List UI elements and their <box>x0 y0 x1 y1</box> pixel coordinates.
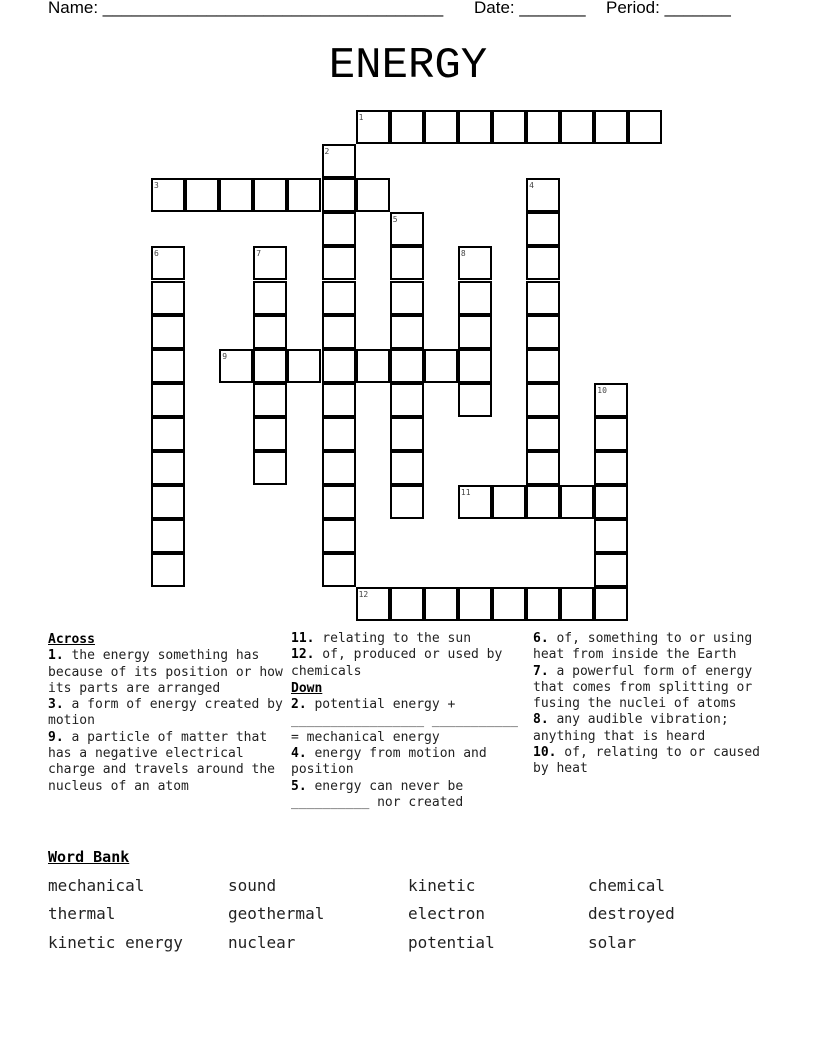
crossword-cell[interactable] <box>526 246 560 280</box>
crossword-cell[interactable] <box>594 485 628 519</box>
clue-number-label: 5 <box>392 215 398 225</box>
clue-number-label: 11 <box>460 488 471 498</box>
crossword-cell[interactable] <box>390 315 424 349</box>
name-field[interactable]: Name: ____________________________________ <box>48 0 444 17</box>
crossword-cell[interactable] <box>322 417 356 451</box>
down-heading: Down <box>291 680 323 696</box>
crossword-cell[interactable] <box>492 587 526 621</box>
crossword-cell[interactable] <box>628 110 662 144</box>
word-bank-item: sound <box>228 876 277 895</box>
clues-column-1 <box>48 631 284 795</box>
crossword-cell[interactable] <box>458 383 492 417</box>
word-bank-heading: Word Bank <box>48 848 130 866</box>
crossword-cell[interactable] <box>526 383 560 417</box>
crossword-cell[interactable] <box>151 349 185 383</box>
crossword-cell[interactable] <box>151 519 185 553</box>
crossword-cell[interactable] <box>322 451 356 485</box>
crossword-cell[interactable] <box>492 110 526 144</box>
clue-number-label: 12 <box>358 590 369 600</box>
clue-down-10: 10. of, relating to or caused by heat <box>533 745 760 777</box>
crossword-cell[interactable] <box>322 519 356 553</box>
clues-column-3 <box>533 631 769 778</box>
crossword-cell[interactable] <box>526 212 560 246</box>
crossword-cell[interactable] <box>253 281 287 315</box>
crossword-cell[interactable] <box>151 417 185 451</box>
crossword-cell[interactable] <box>322 485 356 519</box>
crossword-cell[interactable] <box>560 485 594 519</box>
clue-down-2: 2. potential energy + _________________ ___________ = mechanical energy <box>291 697 518 745</box>
crossword-cell[interactable] <box>424 110 458 144</box>
clue-across-12: 12. of, produced or used by chemicals <box>291 647 503 679</box>
crossword-cell[interactable] <box>322 553 356 587</box>
clue-number-label: 1 <box>358 113 364 122</box>
word-bank-item: potential <box>408 933 495 952</box>
crossword-cell[interactable] <box>322 315 356 349</box>
clue-number-label: 8 <box>460 249 466 259</box>
crossword-cell[interactable] <box>390 417 424 451</box>
crossword-cell[interactable] <box>424 349 458 383</box>
crossword-cell[interactable] <box>151 281 185 315</box>
across-heading: Across <box>48 632 95 647</box>
crossword-cell[interactable] <box>594 451 628 485</box>
crossword-cell[interactable] <box>594 553 628 587</box>
crossword-cell[interactable] <box>151 451 185 485</box>
crossword-cell[interactable] <box>356 349 390 383</box>
clue-across-11: 11. relating to the sun <box>291 631 472 646</box>
crossword-cell[interactable] <box>151 315 185 349</box>
crossword-cell[interactable] <box>458 110 492 144</box>
crossword-cell[interactable] <box>322 246 356 280</box>
date-field[interactable]: Date: _______ <box>474 0 586 17</box>
crossword-cell[interactable] <box>560 587 594 621</box>
word-bank-item: electron <box>408 904 486 923</box>
clue-down-7: 7. a powerful form of energy that comes from splitting or fusing the nuclei of atoms <box>533 663 753 712</box>
crossword-cell[interactable] <box>526 485 560 519</box>
crossword-cell[interactable] <box>424 587 458 621</box>
crossword-cell[interactable] <box>185 178 219 212</box>
clue-down-6: 6. of, something to or using heat from inside the Earth <box>533 631 753 663</box>
clue-number-label: 10 <box>597 385 607 395</box>
clue-number-label: 2 <box>324 147 330 157</box>
crossword-cell[interactable] <box>390 451 424 485</box>
word-bank-item: nuclear <box>228 933 296 952</box>
crossword-cell[interactable] <box>526 417 560 451</box>
crossword-cell[interactable] <box>560 110 594 144</box>
crossword-cell[interactable] <box>526 451 560 485</box>
word-bank-item: geothermal <box>228 904 325 923</box>
clues-column-2 <box>291 631 529 811</box>
clue-number-label: 6 <box>154 249 159 259</box>
crossword-cell[interactable] <box>492 485 526 519</box>
crossword-cell[interactable] <box>458 587 492 621</box>
crossword-cell[interactable] <box>458 315 492 349</box>
crossword-cell[interactable] <box>458 349 492 383</box>
word-bank-item: kinetic <box>408 876 476 895</box>
word-bank-item: chemical <box>588 876 666 895</box>
crossword-cell[interactable] <box>219 178 253 212</box>
clue-down-4: 4. energy from motion and position <box>291 746 487 778</box>
crossword-cell[interactable] <box>322 281 356 315</box>
crossword-cell[interactable] <box>287 349 321 383</box>
crossword-cell[interactable] <box>322 383 356 417</box>
crossword-cell[interactable] <box>322 178 356 212</box>
crossword-cell[interactable] <box>151 383 185 417</box>
crossword-cell[interactable] <box>458 281 492 315</box>
crossword-cell[interactable] <box>287 178 321 212</box>
crossword-cell[interactable] <box>253 349 287 383</box>
crossword-cell[interactable] <box>390 281 424 315</box>
word-bank-item: mechanical <box>48 876 145 895</box>
clue-across-3: 3. a form of energy created by motion <box>48 697 283 729</box>
crossword-cell[interactable] <box>322 212 356 246</box>
clue-across-1: 1. the energy something has because of its position or how its parts are arranged <box>48 648 283 696</box>
word-bank-item: thermal <box>48 904 116 923</box>
crossword-cell[interactable] <box>390 246 424 280</box>
crossword-cell[interactable] <box>151 485 185 519</box>
crossword-cell[interactable] <box>322 349 356 383</box>
clue-number-label: 3 <box>154 181 159 191</box>
word-bank-item: solar <box>588 933 637 952</box>
clue-number-label: 7 <box>256 249 262 259</box>
crossword-cell[interactable] <box>390 349 424 383</box>
crossword-cell[interactable] <box>594 587 628 621</box>
clue-number-label: 9 <box>222 351 228 361</box>
crossword-cell[interactable] <box>253 417 287 451</box>
crossword-cell[interactable] <box>526 315 560 349</box>
clue-down-8: 8. any audible vibration; anything that is heard <box>533 712 729 744</box>
crossword-cell[interactable] <box>253 383 287 417</box>
word-bank-item: destroyed <box>588 904 675 923</box>
page-title: ENERGY <box>328 41 488 91</box>
crossword-cell[interactable] <box>253 178 287 212</box>
crossword-cell[interactable] <box>594 110 628 144</box>
crossword-cell[interactable] <box>526 281 560 315</box>
crossword-cell[interactable] <box>253 315 287 349</box>
crossword-cell[interactable] <box>594 519 628 553</box>
word-bank-item: kinetic energy <box>48 933 183 952</box>
clue-down-5: 5. energy can never be __________ nor created <box>291 778 464 810</box>
clue-number-label: 4 <box>529 181 534 191</box>
crossword-cell[interactable] <box>594 417 628 451</box>
crossword-cell[interactable] <box>356 178 390 212</box>
period-field[interactable]: Period: _______ <box>606 0 731 17</box>
clue-across-9: 9. a particle of matter that has a negative electrical charge and travels around the nucleus of an atom <box>48 729 275 794</box>
crossword-cell[interactable] <box>390 383 424 417</box>
crossword-cell[interactable] <box>526 349 560 383</box>
crossword-cell[interactable] <box>526 110 560 144</box>
crossword-cell[interactable] <box>526 587 560 621</box>
crossword-cell[interactable] <box>390 485 424 519</box>
crossword-cell[interactable] <box>253 451 287 485</box>
crossword-cell[interactable] <box>390 587 424 621</box>
crossword-cell[interactable] <box>151 553 185 587</box>
crossword-cell[interactable] <box>390 110 424 144</box>
